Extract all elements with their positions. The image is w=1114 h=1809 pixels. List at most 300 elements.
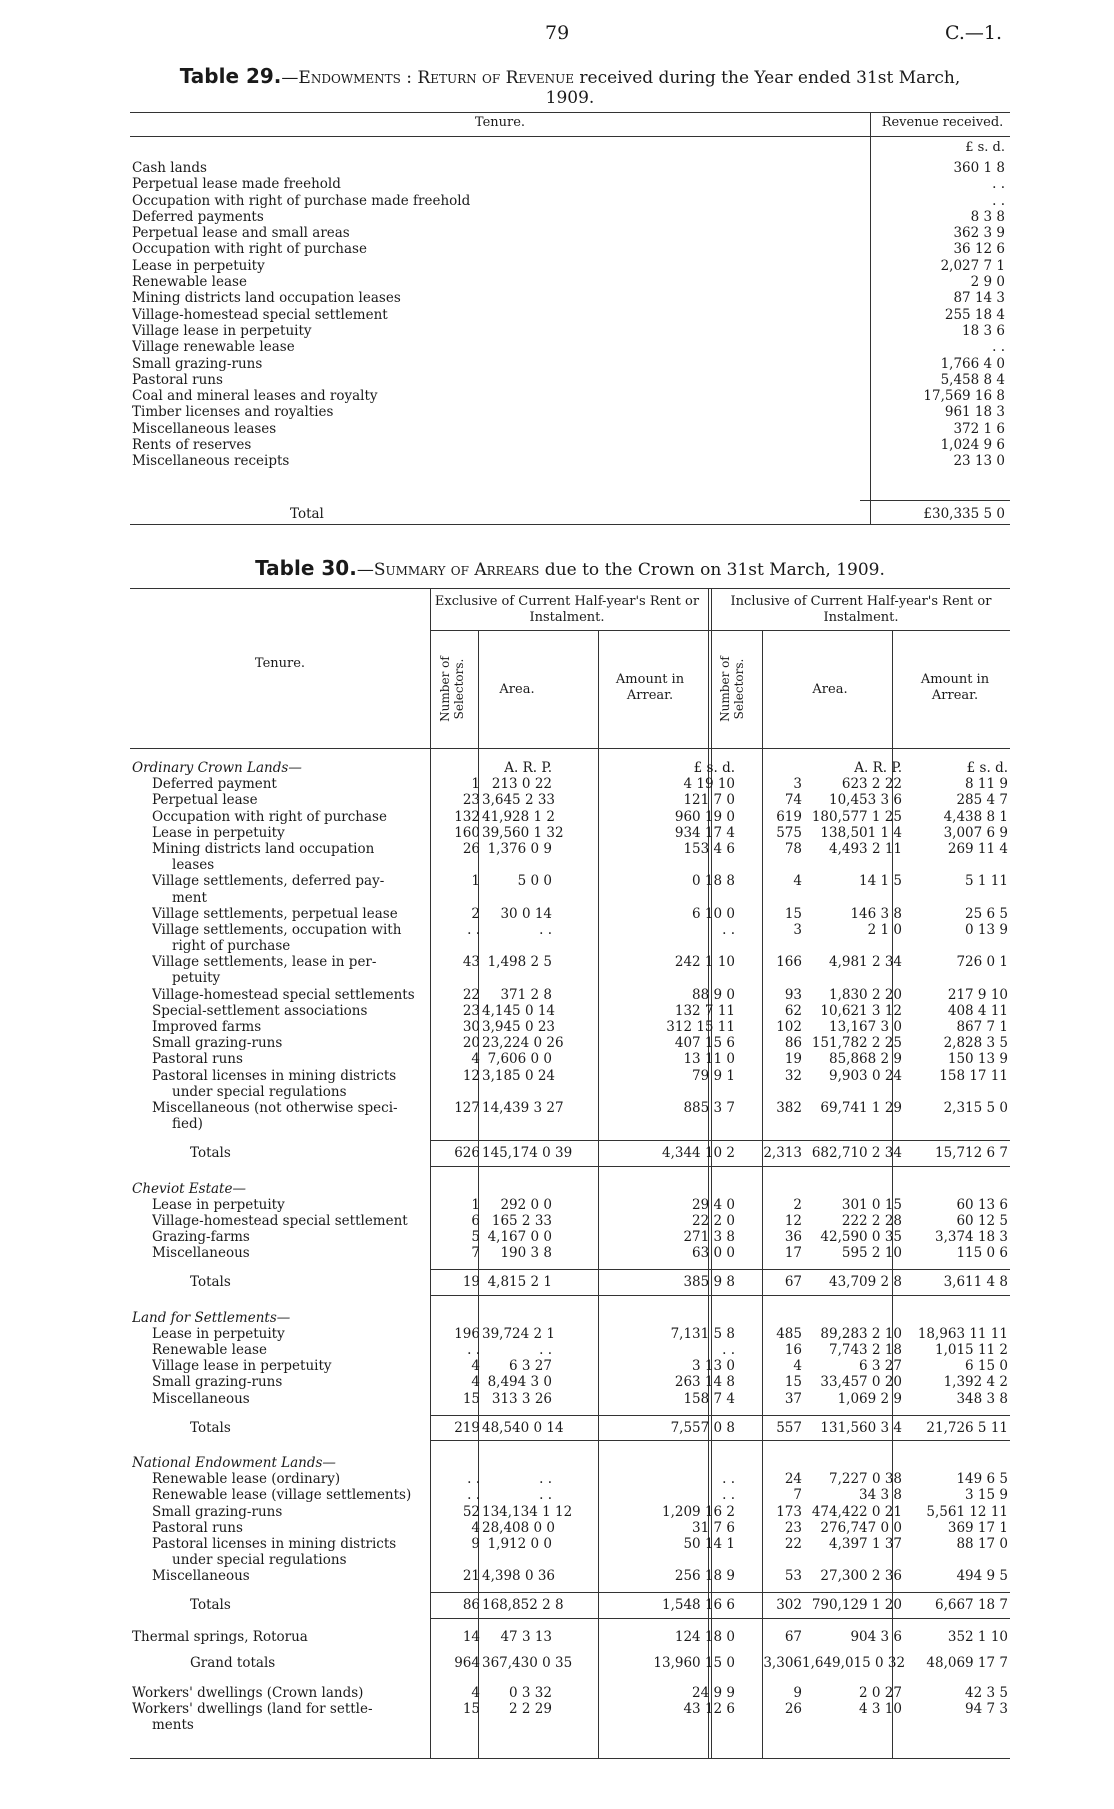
totals-cell-n1: 219 — [454, 1419, 480, 1436]
totals-cell-m1: 7,557 0 8 — [670, 1419, 735, 1436]
table29-row — [130, 339, 1005, 355]
table29-row-label: Coal and mineral leases and royalty — [132, 388, 378, 405]
table29-row — [130, 176, 1005, 192]
units-label: A. R. P. — [504, 760, 552, 776]
table30-cell-n1: 4 — [471, 1374, 480, 1391]
table30-row-continuation — [130, 1717, 1010, 1733]
table30-cell-a2: 276,747 0 0 — [820, 1519, 902, 1536]
table30-cell-a1: 371 2 8 — [500, 986, 552, 1003]
table30-row — [130, 1568, 1010, 1584]
table30-cell-n1: 127 — [454, 1099, 480, 1116]
table30-cell-a1: 14,439 3 27 — [482, 1099, 564, 1116]
table30-cell-m1: 88 9 0 — [692, 986, 735, 1003]
continuation-text: ments — [152, 1717, 194, 1734]
totals-cell-a1: 168,852 2 8 — [482, 1597, 564, 1614]
table30-row-label: Workers' dwellings (Crown lands) — [132, 1685, 364, 1701]
table30-row-label-continuation — [132, 1717, 430, 1733]
table30-cell-n2: 36 — [784, 1229, 802, 1246]
table30-cell-n1: 21 — [462, 1568, 480, 1585]
table30-row-label: Miscellaneous — [152, 1245, 250, 1262]
page-number: 79 — [545, 22, 570, 44]
table30-row-label: Renewable lease (village settlements) — [152, 1487, 412, 1504]
table30-row — [130, 1374, 1010, 1390]
table29-row — [130, 160, 1005, 176]
table30-cell-m2: 0 13 9 — [965, 921, 1008, 938]
table30-cell-a2: 4 3 10 — [859, 1701, 902, 1718]
table30-cell-m2: 369 17 1 — [947, 1519, 1008, 1536]
table29-row-label: Timber licenses and royalties — [132, 404, 334, 421]
table30-cell-a1: 39,724 2 1 — [482, 1325, 555, 1342]
table30-cell-m2: 217 9 10 — [947, 986, 1008, 1003]
table30-cell-m2: 3 15 9 — [965, 1487, 1008, 1504]
continuation-text: under special regulations — [172, 1552, 347, 1569]
table30-cell-m1: 43 12 6 — [683, 1701, 735, 1718]
totals-label: Totals — [190, 1597, 231, 1614]
table30-cell-n2: 22 — [784, 1535, 802, 1552]
table30-col-selectors-incl: Number of Selectors. — [718, 656, 746, 722]
table30-cell-n2: 67 — [784, 1628, 802, 1645]
table30-cell-m1: 263 14 8 — [674, 1374, 735, 1391]
table30-row — [130, 1213, 1010, 1229]
table30-row-label-continuation — [152, 1552, 430, 1568]
totals-cell-m2: 15,712 6 7 — [935, 1145, 1008, 1162]
table30-cell-a2: 904 3 6 — [850, 1628, 902, 1645]
table30-cell-m1: 124 18 0 — [674, 1628, 735, 1645]
spacer — [130, 1167, 1010, 1181]
table30-row-label: Pastoral runs — [152, 1519, 243, 1536]
table30-row-label: Village settlements, occupation with — [152, 921, 402, 938]
table30-row-continuation — [130, 1116, 1010, 1132]
table30-cell-n1: 6 — [471, 1212, 480, 1229]
table30-row — [130, 776, 1010, 792]
table30-cell-a1: 134,134 1 12 — [482, 1503, 573, 1520]
table30-cell-a2: 4,397 1 37 — [829, 1535, 902, 1552]
table30-cell-a1: 1,376 0 9 — [487, 840, 552, 857]
table30-cell-m1: 7,131 5 8 — [670, 1325, 735, 1342]
table30-cell-m1: 29 4 0 — [692, 1196, 735, 1213]
table30-cell-a2: 151,782 2 25 — [811, 1035, 902, 1052]
table30-cell-a2: 69,741 1 29 — [820, 1099, 902, 1116]
table29-body — [130, 160, 1005, 470]
table30-cell-n1: 4 — [471, 1051, 480, 1068]
table30-cell-n1: . . — [467, 1342, 480, 1358]
table30-row — [130, 922, 1010, 938]
table30-cell-m1: . . — [722, 921, 735, 938]
table30-cell-m2: 25 6 5 — [965, 905, 1008, 922]
table30-cell-a1: 1,912 0 0 — [487, 1535, 552, 1552]
table30-cell-n2: 485 — [776, 1325, 802, 1342]
table30-cell-a2: 7,743 2 18 — [829, 1342, 902, 1358]
table30-cell-n2: 4 — [793, 1358, 802, 1375]
table30-cell-a2: 27,300 2 36 — [820, 1568, 902, 1585]
table30-cell-n1: 22 — [462, 986, 480, 1003]
grand-totals-cell-n2: 3,306 — [763, 1654, 802, 1671]
table30-row-label: Renewable lease — [152, 1342, 267, 1358]
table29-row-amount: 5,458 8 4 — [940, 371, 1005, 388]
table30-row-label: Lease in perpetuity — [152, 824, 285, 841]
table29-row-amount: 2 9 0 — [970, 274, 1005, 291]
table30-row-continuation — [130, 970, 1010, 986]
table30-cell-a1: 4,145 0 14 — [482, 1002, 555, 1019]
table30-row — [130, 1229, 1010, 1245]
table30-cell-a2: 9,903 0 24 — [829, 1067, 902, 1084]
table30-row-label: Small grazing-runs — [152, 1374, 283, 1391]
table30-row-label: Perpetual lease — [152, 792, 258, 809]
table30-cell-m2: 285 4 7 — [956, 792, 1008, 809]
table30-cell-m2: 6 15 0 — [965, 1358, 1008, 1375]
table30-cell-n2: 23 — [784, 1519, 802, 1536]
table30-cell-n1: 20 — [462, 1035, 480, 1052]
totals-cell-a1: 48,540 0 14 — [482, 1419, 564, 1436]
table30-row-label-continuation — [152, 1116, 430, 1132]
table30-cell-m1: 312 15 11 — [666, 1019, 735, 1035]
table30-row-label-continuation — [152, 938, 430, 954]
table30-cell-n2: 173 — [776, 1503, 802, 1520]
table29-row-amount: 255 18 4 — [944, 306, 1005, 323]
spacer — [130, 1671, 1010, 1685]
table30-cell-a1: 213 0 22 — [491, 776, 552, 793]
table29-row-amount: 17,569 16 8 — [923, 388, 1005, 405]
totals-cell-n1: 19 — [462, 1274, 480, 1291]
table30-cell-m1: 960 19 0 — [674, 808, 735, 825]
table30-cell-m2: 867 7 1 — [956, 1019, 1008, 1035]
table30-row — [130, 1197, 1010, 1213]
table30-cell-n2: 53 — [784, 1568, 802, 1585]
table29-row-amount: 961 18 3 — [944, 404, 1005, 421]
table30-row — [130, 1326, 1010, 1342]
table30-row-continuation — [130, 938, 1010, 954]
table30-row-label: Pastoral runs — [152, 1051, 243, 1068]
table30-cell-a2: 301 0 15 — [841, 1196, 902, 1213]
table29-row — [130, 193, 1005, 209]
table30-row-label: Miscellaneous — [152, 1568, 250, 1585]
table30-cell-n2: 7 — [793, 1487, 802, 1504]
table30-row-continuation — [130, 890, 1010, 906]
table29-row — [130, 372, 1005, 388]
spacer — [130, 1441, 1010, 1455]
rule — [860, 500, 1010, 501]
table30-cell-m2: 8 11 9 — [965, 776, 1008, 793]
table30-cell-a1: 8,494 3 0 — [487, 1374, 552, 1391]
table29-row-label: Miscellaneous receipts — [132, 453, 290, 470]
table30-col-tenure: Tenure. — [254, 656, 306, 671]
table30-cell-m1: 3 13 0 — [692, 1358, 735, 1375]
table30-cell-m2: 88 17 0 — [956, 1535, 1008, 1552]
table29-col-tenure: Tenure. — [474, 115, 526, 130]
table30-cell-n1: 23 — [462, 792, 480, 809]
table30-cell-a2: 85,868 2 9 — [829, 1051, 902, 1068]
table30-row-label: Improved farms — [152, 1019, 262, 1035]
table30-cell-n2: 2 — [793, 1196, 802, 1213]
spacer — [130, 1645, 1010, 1655]
totals-cell-m2: 6,667 18 7 — [935, 1597, 1008, 1614]
table30-cell-m2: 4,438 8 1 — [943, 808, 1008, 825]
table29-title: Table 29.—Endowments : Return of Revenue received during the Year ended 31st March, 1909. — [179, 64, 961, 108]
table30-row — [130, 1520, 1010, 1536]
table30-row-label: Village-homestead special settlements — [152, 986, 415, 1003]
table29-row-amount: . . — [992, 192, 1005, 209]
table30-cell-m2: 18,963 11 11 — [917, 1325, 1008, 1342]
table30-cell-a1: 292 0 0 — [500, 1196, 552, 1213]
table30-cell-n2: 78 — [784, 840, 802, 857]
table29-row-amount: 372 1 6 — [953, 420, 1005, 437]
rule — [130, 136, 1010, 137]
table30-cell-n1: 1 — [471, 1196, 480, 1213]
grand-totals-label: Grand totals — [190, 1654, 276, 1671]
totals-label: Totals — [190, 1274, 231, 1291]
table29-row-amount: . . — [992, 176, 1005, 193]
table30-cell-n1: 52 — [462, 1503, 480, 1520]
table30-workers-row — [130, 1701, 1010, 1717]
rule — [130, 748, 1010, 749]
table30-row — [130, 1358, 1010, 1374]
totals-cell-m1: 385 9 8 — [683, 1274, 735, 1291]
table29-row-amount: . . — [992, 339, 1005, 356]
continuation-text: fied) — [172, 1116, 203, 1133]
table30-cell-m1: 885 3 7 — [683, 1099, 735, 1116]
table30-cell-n2: 4 — [793, 873, 802, 890]
continuation-text: ment — [172, 889, 207, 906]
table30-row-label: Miscellaneous — [152, 1390, 250, 1407]
table30-row — [130, 1391, 1010, 1407]
table29-row-amount: 360 1 8 — [953, 160, 1005, 176]
table30-cell-a1: 41,928 1 2 — [482, 808, 555, 825]
table30-cell-a2: 4,981 2 34 — [829, 954, 902, 971]
table30-cell-m1: 1,209 16 2 — [662, 1503, 735, 1520]
spacer — [130, 1584, 1010, 1592]
table30-cell-n1: 15 — [462, 1390, 480, 1407]
table30-cell-m1: 407 15 6 — [674, 1035, 735, 1052]
spacer — [130, 1261, 1010, 1269]
table30-row — [130, 1100, 1010, 1116]
table29-row-amount: 23 13 0 — [953, 453, 1005, 470]
table30-cell-m2: 94 7 3 — [965, 1701, 1008, 1718]
table30-cell-m1: . . — [722, 1487, 735, 1504]
table30-cell-n1: 14 — [462, 1628, 480, 1645]
table30-cell-m1: 4 19 10 — [683, 776, 735, 793]
totals-cell-n2: 67 — [784, 1274, 802, 1291]
table29-row-label: Village-homestead special settlement — [132, 306, 388, 323]
table30-cell-n2: 62 — [784, 1002, 802, 1019]
table30-row — [130, 873, 1010, 889]
table30-cell-a2: 138,501 1 4 — [820, 824, 902, 841]
table30-cell-a1: 4,167 0 0 — [487, 1229, 552, 1246]
table30-row-label: Renewable lease (ordinary) — [152, 1471, 341, 1488]
table30-cell-m2: 158 17 11 — [939, 1067, 1008, 1084]
table30-cell-a2: 89,283 2 10 — [820, 1325, 902, 1342]
table30-cell-a1: 165 2 33 — [491, 1212, 552, 1229]
table30-row-label: Village-homestead special settlement — [152, 1212, 408, 1229]
table29-units: £ s. d. — [965, 140, 1005, 155]
units-label: A. R. P. — [854, 760, 902, 776]
table30-cell-n1: 4 — [471, 1519, 480, 1536]
table30-row-label: Mining districts land occupation — [152, 840, 375, 857]
table30-cell-a1: 23,224 0 26 — [482, 1035, 564, 1052]
table30-row-label: Special-settlement associations — [152, 1002, 368, 1019]
table30-cell-m2: 494 9 5 — [956, 1568, 1008, 1585]
table30-cell-m1: 13 11 0 — [683, 1051, 735, 1068]
table30-cell-m2: 150 13 9 — [947, 1051, 1008, 1068]
table30-cell-a1: 1,498 2 5 — [487, 954, 552, 971]
table30-cell-m2: 115 0 6 — [956, 1245, 1008, 1262]
table29-row — [130, 258, 1005, 274]
continuation-text: right of purchase — [172, 938, 291, 955]
table30-cell-n1: 43 — [462, 954, 480, 971]
table30-row — [130, 1019, 1010, 1035]
table30-cell-a2: 2 1 0 — [867, 921, 902, 938]
section-heading: National Endowment Lands— — [132, 1454, 336, 1471]
table30-totals-row — [130, 1145, 1010, 1161]
totals-cell-a2: 131,560 3 4 — [820, 1419, 902, 1436]
table30-cell-n1: 132 — [454, 808, 480, 825]
totals-cell-n1: 626 — [454, 1145, 480, 1162]
table30-cell-n2: 74 — [784, 792, 802, 809]
table30-row-label: Village settlements, perpetual lease — [152, 905, 398, 922]
table30-row — [130, 1051, 1010, 1067]
table30-cell-a1: 39,560 1 32 — [482, 824, 564, 841]
table30-units-row — [130, 760, 1010, 776]
table30-cell-a1: 0 3 32 — [509, 1685, 552, 1701]
rule — [130, 1758, 1010, 1759]
table29-row-label: Village lease in perpetuity — [132, 322, 312, 339]
table30-cell-n1: . . — [467, 1471, 480, 1488]
table30-cell-a1: . . — [539, 921, 552, 938]
table29-row — [130, 290, 1005, 306]
table30-cell-a2: 33,457 0 20 — [820, 1374, 902, 1391]
table29-total-amount: £30,335 5 0 — [923, 506, 1005, 522]
table30-cell-a2: 474,422 0 21 — [811, 1503, 902, 1520]
grand-totals-cell-m2: 48,069 17 7 — [926, 1654, 1008, 1671]
table30-cell-a2: 180,577 1 25 — [811, 808, 902, 825]
rule — [130, 524, 1010, 525]
table29-row-label: Small grazing-runs — [132, 355, 263, 372]
table30-cell-n2: 3 — [793, 921, 802, 938]
table30-row — [130, 1035, 1010, 1051]
table30-cell-m1: 153 4 6 — [683, 840, 735, 857]
table30-cell-a1: 6 3 27 — [509, 1358, 552, 1375]
table30-cell-a2: 10,621 3 12 — [820, 1002, 902, 1019]
table30-col-area-incl: Area. — [812, 682, 848, 697]
table30-cell-n2: 16 — [784, 1342, 802, 1358]
table29-row-label: Deferred payments — [132, 208, 264, 225]
totals-label: Totals — [190, 1419, 231, 1436]
section-heading: Land for Settlements— — [132, 1309, 291, 1326]
table30-totals-row — [130, 1597, 1010, 1613]
table30-cell-m2: 60 12 5 — [956, 1212, 1008, 1229]
rule — [130, 112, 1010, 113]
table29-row-label: Renewable lease — [132, 274, 247, 291]
table30-cell-n1: 7 — [471, 1245, 480, 1262]
section-heading: Cheviot Estate— — [132, 1180, 246, 1197]
table30-cell-n2: 575 — [776, 824, 802, 841]
table30-cell-a1: . . — [539, 1342, 552, 1358]
table30-row-label: Small grazing-runs — [152, 1503, 283, 1520]
table30-cell-n2: 619 — [776, 808, 802, 825]
table30-col-selectors-excl: Number of Selectors. — [438, 656, 466, 722]
table30-row-label: Miscellaneous (not otherwise speci- — [152, 1099, 398, 1116]
table30-cell-n1: 4 — [471, 1685, 480, 1701]
continuation-text: leases — [172, 857, 215, 874]
table30-cell-n2: 19 — [784, 1051, 802, 1068]
grand-totals-cell-m1: 13,960 15 0 — [653, 1654, 735, 1671]
table30-workers-row — [130, 1685, 1010, 1701]
table29-row-label: Occupation with right of purchase — [132, 241, 367, 258]
table30-cell-a2: 222 2 28 — [841, 1212, 902, 1229]
table30-cell-m1: 79 9 1 — [692, 1067, 735, 1084]
table30-row — [130, 1471, 1010, 1487]
table30-cell-n1: 26 — [462, 840, 480, 857]
totals-cell-n2: 2,313 — [763, 1145, 802, 1162]
table29-row-label: Lease in perpetuity — [132, 257, 265, 274]
table29-row — [130, 225, 1005, 241]
units-label: £ s. d. — [966, 760, 1008, 776]
table30-row — [130, 906, 1010, 922]
table30-row — [130, 809, 1010, 825]
table30-cell-a1: 4,398 0 36 — [482, 1568, 555, 1585]
table30-cell-m1: 0 18 8 — [692, 873, 735, 890]
table30-cell-n2: 15 — [784, 905, 802, 922]
spacer — [130, 1296, 1010, 1310]
table30-cell-a1: 30 0 14 — [500, 905, 552, 922]
table30-cell-m2: 2,315 5 0 — [943, 1099, 1008, 1116]
table30-row — [130, 825, 1010, 841]
table30-col-amount-incl: Amount in Arrear. — [920, 672, 990, 703]
totals-cell-a2: 790,129 1 20 — [811, 1597, 902, 1614]
table30-row — [130, 841, 1010, 857]
units-label: £ s. d. — [693, 760, 735, 776]
table30-cell-m1: 24 9 9 — [692, 1685, 735, 1701]
table30-cell-m1: 256 18 9 — [674, 1568, 735, 1585]
table30-cell-n2: 86 — [784, 1035, 802, 1052]
table30-cell-n1: 23 — [462, 1002, 480, 1019]
table29-row — [130, 356, 1005, 372]
table30-cell-m2: 1,015 11 2 — [935, 1342, 1008, 1358]
totals-cell-m2: 3,611 4 8 — [943, 1274, 1008, 1291]
table30-cell-m2: 352 1 10 — [947, 1628, 1008, 1645]
document-reference: C.—1. — [944, 22, 1002, 44]
table30-cell-a1: 28,408 0 0 — [482, 1519, 555, 1536]
table30-row-label-continuation — [152, 970, 430, 986]
table30-cell-n2: 37 — [784, 1390, 802, 1407]
table30-row-continuation — [130, 1552, 1010, 1568]
table30-cell-a2: 6 3 27 — [859, 1358, 902, 1375]
table30-cell-a2: 146 3 8 — [850, 905, 902, 922]
table30-cell-a2: 34 3 8 — [859, 1487, 902, 1504]
table29-row-label: Mining districts land occupation leases — [132, 290, 401, 307]
table30-row-label: Pastoral licenses in mining districts — [152, 1535, 397, 1552]
table30-cell-n2: 166 — [776, 954, 802, 971]
table30-cell-m2: 42 3 5 — [965, 1685, 1008, 1701]
totals-cell-a1: 145,174 0 39 — [482, 1145, 573, 1162]
table30-row — [130, 1342, 1010, 1358]
table29-row-amount: 8 3 8 — [970, 208, 1005, 225]
table30-row — [130, 1536, 1010, 1552]
table30-cell-a1: . . — [539, 1487, 552, 1504]
table30-cell-m1: 121 7 0 — [683, 792, 735, 809]
table30-cell-m1: 271 3 8 — [683, 1229, 735, 1246]
table30-cell-n2: 12 — [784, 1212, 802, 1229]
table30-cell-m1: 132 7 11 — [674, 1002, 735, 1019]
table29-row — [130, 307, 1005, 323]
table30-cell-a1: 5 0 0 — [517, 873, 552, 890]
table30-cell-a2: 14 1 5 — [859, 873, 902, 890]
table30-cell-m2: 60 13 6 — [956, 1196, 1008, 1213]
table30-grand-totals-row — [130, 1655, 1010, 1671]
section-heading-row — [130, 1181, 1010, 1197]
totals-cell-a2: 43,709 2 8 — [829, 1274, 902, 1291]
table29-row-label: Village renewable lease — [132, 339, 295, 356]
grand-totals-cell-a2: 1,649,015 0 32 — [802, 1654, 906, 1671]
